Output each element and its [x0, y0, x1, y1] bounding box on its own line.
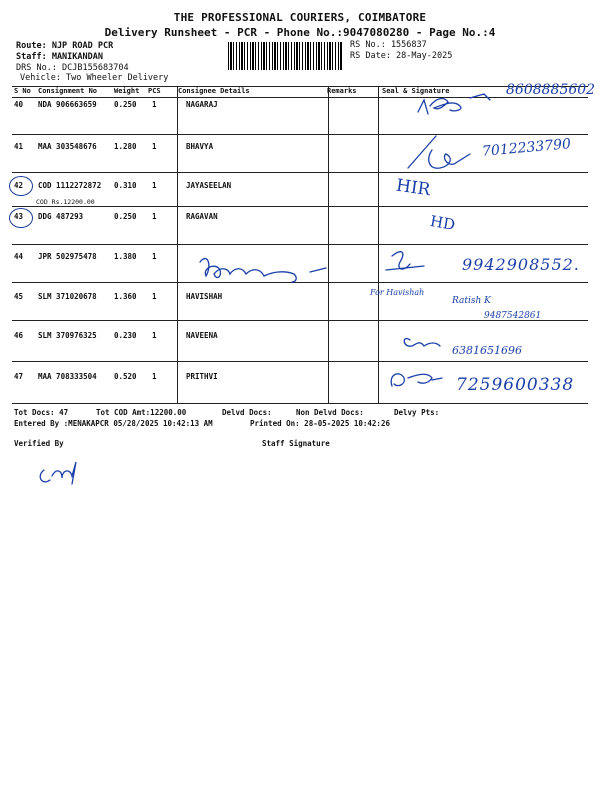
row-46-sno: 46	[14, 331, 24, 340]
row-47-consignee: PRITHVI	[186, 372, 218, 381]
row-44-weight: 1.380	[114, 252, 137, 261]
row-41-sno: 41	[14, 142, 24, 151]
signature-46	[404, 338, 440, 346]
row-43-hd-mark: HD	[428, 211, 457, 235]
row-42-hir-mark: HIR	[394, 175, 432, 201]
delivery-points: Delvy Pts:	[394, 408, 440, 417]
row-47-pcs: 1	[152, 372, 157, 381]
row-45-for-note: For Havishah	[370, 288, 425, 297]
signature-40	[418, 94, 490, 114]
row-45-consignee: HAVISHAH	[186, 292, 223, 301]
col-remarks: Remarks	[327, 87, 357, 95]
col-pcs: PCS	[148, 87, 161, 95]
row-42-cod-note: COD Rs.12200.00	[36, 198, 95, 206]
row-40-consignment: NDA 906663659	[38, 100, 97, 109]
row-44-phone: 9942908552.	[462, 255, 580, 274]
row-42-consignment: COD 1112272872	[38, 181, 102, 190]
row-46-consignment: SLM 370976325	[38, 331, 97, 340]
row-46-phone: 6381651696	[452, 344, 522, 357]
row-44-consignment: JPR 502975478	[38, 252, 97, 261]
row-46-pcs: 1	[152, 331, 157, 340]
col-signature: Seal & Signature	[382, 87, 450, 95]
non-delivered-docs: Non Delvd Docs:	[296, 408, 364, 417]
row-46-weight: 0.230	[114, 331, 137, 340]
row-42-pcs: 1	[152, 181, 157, 190]
signature-47	[391, 374, 442, 386]
staff-signature-label: Staff Signature	[262, 439, 330, 448]
col-consignment: Consignment No	[38, 87, 98, 95]
total-cod-amount: Tot COD Amt:12200.00	[96, 408, 187, 417]
row-46-consignee: NAVEENA	[186, 331, 218, 340]
entered-by: Entered By :MENAKAPCR 05/28/2025 10:42:13 AM	[14, 419, 213, 428]
row-44-sno: 44	[14, 252, 24, 261]
rs-number: RS No.: 1556837	[350, 40, 427, 50]
row-42-weight: 0.310	[114, 181, 137, 190]
delivered-docs: Delvd Docs:	[222, 408, 272, 417]
signature-44-initials	[386, 252, 424, 270]
row-41-pcs: 1	[152, 142, 157, 151]
company-title: THE PROFESSIONAL COURIERS, COIMBATORE	[173, 11, 427, 24]
row-40-weight: 0.250	[114, 100, 137, 109]
row-45-pcs: 1	[152, 292, 157, 301]
row-43-consignment: DDG 487293	[38, 212, 84, 221]
row-47-consignment: MAA 708333504	[38, 372, 97, 381]
staff-label: Staff: MANIKANDAN	[16, 52, 103, 62]
row-41-consignment: MAA 303548676	[38, 142, 97, 151]
route-label: Route: NJP ROAD PCR	[16, 41, 114, 51]
runsheet-subtitle: Delivery Runsheet - PCR - Phone No.:9047080280 - Page No.:4	[104, 26, 496, 39]
row-47-phone: 7259600338	[456, 375, 575, 395]
row-45-consignment: SLM 371020678	[38, 292, 97, 301]
row-43-pcs: 1	[152, 212, 157, 221]
printed-on: Printed On: 28-05-2025 10:42:26	[250, 419, 390, 428]
drs-label: DRS No.: DCJB155683704	[16, 63, 129, 73]
row-44-pcs: 1	[152, 252, 157, 261]
row-45-phone: 9487542861	[484, 311, 542, 321]
row-42-sno: 42	[14, 181, 24, 190]
vehicle-label: Vehicle: Two Wheeler Delivery	[20, 73, 169, 83]
col-weight: Weight	[114, 87, 140, 95]
verified-by-signature	[40, 462, 76, 484]
row-40-phone: 8608885602	[506, 82, 596, 98]
row-40-consignee: NAGARAJ	[186, 100, 218, 109]
row-45-receiver: Ratish K	[452, 296, 491, 306]
row-43-sno: 43	[14, 212, 24, 221]
row-47-sno: 47	[14, 372, 24, 381]
row-43-consignee: RAGAVAN	[186, 212, 218, 221]
signature-41	[408, 136, 470, 168]
signature-44	[200, 259, 326, 282]
total-docs: Tot Docs: 47	[14, 408, 69, 417]
row-40-sno: 40	[14, 100, 24, 109]
row-40-pcs: 1	[152, 100, 157, 109]
rs-date: RS Date: 28-May-2025	[350, 51, 453, 61]
row-45-weight: 1.360	[114, 292, 137, 301]
row-43-weight: 0.250	[114, 212, 137, 221]
row-45-sno: 45	[14, 292, 24, 301]
row-47-weight: 0.520	[114, 372, 137, 381]
row-42-consignee: JAYASEELAN	[186, 181, 232, 190]
row-41-weight: 1.280	[114, 142, 137, 151]
col-consignee: Consignee Details	[178, 87, 250, 95]
row-41-consignee: BHAVYA	[186, 142, 214, 151]
row-41-phone: 7012233790	[481, 136, 572, 160]
verified-by-label: Verified By	[14, 439, 64, 448]
col-sno: S No	[14, 87, 31, 95]
